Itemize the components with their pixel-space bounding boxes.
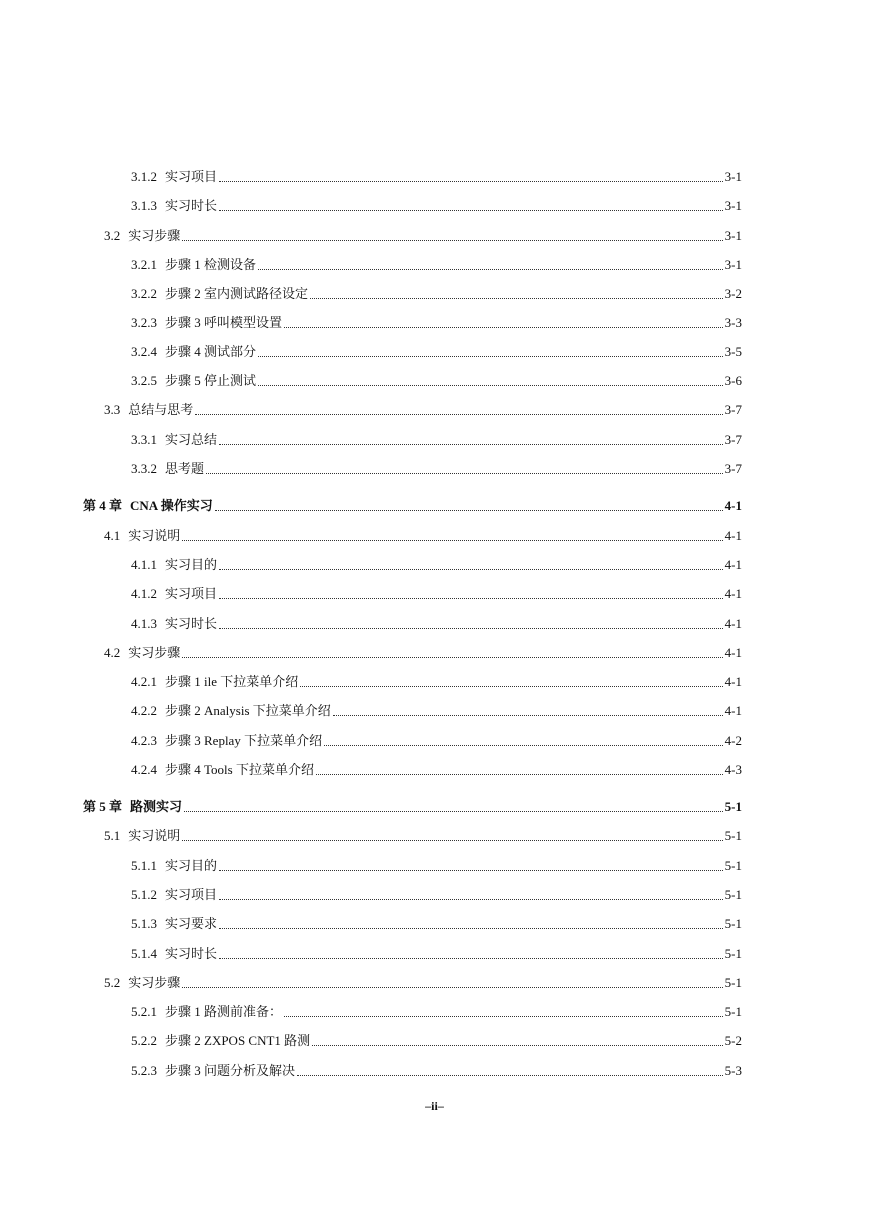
dot-leader <box>316 774 723 775</box>
toc-entry[interactable] <box>0 338 742 360</box>
toc-entry-page: 3-1 <box>724 198 742 213</box>
toc-entry-number: 3.3.2 <box>131 461 157 476</box>
toc-entry-label: 实习时长 <box>165 946 218 961</box>
toc-entry-page: 4-1 <box>724 557 742 572</box>
toc-entry[interactable] <box>0 910 742 932</box>
toc-entry-number: 3.3 <box>104 402 121 417</box>
toc-entry-number: 4.2.3 <box>131 733 157 748</box>
toc-entry-number: 3.2.4 <box>131 344 157 359</box>
dot-leader <box>300 686 722 687</box>
toc-entry-label: 步骤 1 ile 下拉菜单介绍 <box>165 674 299 689</box>
toc-entry-label: 实习步骤 <box>128 645 181 660</box>
dot-leader <box>182 657 722 658</box>
toc-entry-title <box>131 286 308 302</box>
toc-entry-title <box>131 946 217 962</box>
toc-entry[interactable] <box>0 551 742 573</box>
toc-entry-title <box>104 402 193 418</box>
toc-entry-title <box>131 432 217 448</box>
toc-entry-title <box>131 703 331 719</box>
dot-leader <box>206 473 723 474</box>
toc-entry-page: 3-7 <box>724 461 742 476</box>
dot-leader <box>184 811 723 812</box>
toc-entry[interactable] <box>0 1057 742 1079</box>
toc-entry-title <box>131 461 204 477</box>
toc-entry-label: 步骤 1 路测前准备： <box>165 1004 283 1019</box>
toc-entry-page: 3-1 <box>724 228 742 243</box>
dot-leader <box>219 569 723 570</box>
toc-entry-label: 步骤 2 室内测试路径设定 <box>165 286 309 301</box>
toc-entry-title <box>131 674 298 690</box>
toc-entry[interactable] <box>0 251 742 273</box>
toc-entry-number: 5.2 <box>104 975 121 990</box>
toc-entry-label: 步骤 3 问题分析及解决 <box>165 1063 296 1078</box>
dot-leader <box>219 899 723 900</box>
toc-entry[interactable] <box>0 852 742 874</box>
toc-entry-title <box>104 645 180 661</box>
toc-entry-page: 5-2 <box>724 1033 742 1048</box>
toc-entry-title <box>104 975 180 991</box>
toc-entry-label: 思考题 <box>165 461 205 476</box>
toc-entry[interactable] <box>0 697 742 719</box>
dot-leader <box>258 269 723 270</box>
toc-entry-label: 步骤 4 Tools 下拉菜单介绍 <box>165 762 314 777</box>
toc-entry[interactable] <box>0 396 742 418</box>
toc-entry-label: 实习项目 <box>165 586 218 601</box>
toc-entry-title <box>83 498 213 514</box>
toc-entry-number: 4.1 <box>104 528 121 543</box>
toc-entry-page: 4-1 <box>724 498 742 513</box>
toc-entry-label: 实习时长 <box>165 198 218 213</box>
toc-entry-page: 4-3 <box>724 762 742 777</box>
toc-entry-label: 实习目的 <box>165 557 218 572</box>
toc-entry-number: 第 4 章 <box>83 498 123 513</box>
toc-entry-label: 实习步骤 <box>128 228 181 243</box>
toc-entry-page: 4-1 <box>724 586 742 601</box>
toc-entry-number: 4.2.4 <box>131 762 157 777</box>
dot-leader <box>284 1016 723 1017</box>
toc-entry-number: 4.2 <box>104 645 121 660</box>
toc-entry-title <box>104 828 180 844</box>
dot-leader <box>258 385 723 386</box>
toc-entry[interactable] <box>0 668 742 690</box>
dot-leader <box>333 715 723 716</box>
toc-entry-page: 3-7 <box>724 432 742 447</box>
toc-entry-title <box>131 762 314 778</box>
toc-entry-page: 5-1 <box>724 799 742 814</box>
toc-entry-page: 3-5 <box>724 344 742 359</box>
toc-entry-number: 4.1.3 <box>131 616 157 631</box>
toc-entry-page: 5-1 <box>724 887 742 902</box>
toc-entry-number: 3.1.3 <box>131 198 157 213</box>
toc-entry[interactable] <box>0 492 742 514</box>
toc-entry[interactable] <box>0 639 742 661</box>
toc-entry-page: 5-1 <box>724 828 742 843</box>
toc-entry[interactable] <box>0 727 742 749</box>
toc-entry-number: 5.1.2 <box>131 887 157 902</box>
toc-entry-page: 5-1 <box>724 1004 742 1019</box>
toc-entry-title <box>131 344 256 360</box>
toc-entry-label: 路测实习 <box>130 799 183 814</box>
toc-entry-label: 步骤 3 呼叫模型设置 <box>165 315 283 330</box>
toc-entry-page: 3-1 <box>724 257 742 272</box>
toc-entry-title <box>131 616 217 632</box>
toc-entry-number: 3.2.3 <box>131 315 157 330</box>
toc-entry-number: 4.2.2 <box>131 703 157 718</box>
toc-entry-title <box>131 916 217 932</box>
toc-entry[interactable] <box>0 192 742 214</box>
toc-entry-label: 实习项目 <box>165 887 218 902</box>
toc-entry-title <box>131 887 217 903</box>
toc-entry[interactable] <box>0 940 742 962</box>
toc-entry-title <box>131 169 217 185</box>
dot-leader <box>182 540 722 541</box>
toc-entry-label: 总结与思考 <box>128 402 194 417</box>
toc-entry-page: 3-1 <box>724 169 742 184</box>
dot-leader <box>297 1075 723 1076</box>
dot-leader <box>258 356 723 357</box>
toc-entry[interactable] <box>0 522 742 544</box>
toc-entry-number: 4.1.2 <box>131 586 157 601</box>
toc-entry[interactable] <box>0 822 742 844</box>
toc-entry-number: 3.2.2 <box>131 286 157 301</box>
toc-entry-number: 5.1.4 <box>131 946 157 961</box>
toc-entry[interactable] <box>0 280 742 302</box>
toc-entry-title <box>131 1004 282 1020</box>
toc-entry[interactable] <box>0 998 742 1020</box>
toc-entry-title <box>131 257 256 273</box>
toc-entry-number: 3.2.1 <box>131 257 157 272</box>
toc-entry-number: 第 5 章 <box>83 799 123 814</box>
toc-entry-title <box>104 528 180 544</box>
toc-entry[interactable] <box>0 881 742 903</box>
toc-entry-number: 5.2.3 <box>131 1063 157 1078</box>
toc-entry-title <box>131 373 256 389</box>
toc-entry-number: 4.2.1 <box>131 674 157 689</box>
toc-entry[interactable] <box>0 610 742 632</box>
toc-entry-label: 实习时长 <box>165 616 218 631</box>
toc-entry-page: 5-1 <box>724 916 742 931</box>
toc-entry-number: 4.1.1 <box>131 557 157 572</box>
toc-entry-title <box>131 557 217 573</box>
toc-entry-label: 实习目的 <box>165 858 218 873</box>
toc-entry-label: 实习步骤 <box>128 975 181 990</box>
toc-entry[interactable] <box>0 455 742 477</box>
toc-entry-page: 4-2 <box>724 733 742 748</box>
dot-leader <box>219 598 723 599</box>
dot-leader <box>219 870 723 871</box>
toc-entry-title <box>83 799 182 815</box>
dot-leader <box>215 510 723 511</box>
dot-leader <box>182 840 722 841</box>
toc-entry-title <box>131 198 217 214</box>
toc-entry[interactable] <box>0 580 742 602</box>
toc-entry[interactable] <box>0 1027 742 1049</box>
toc-entry-title <box>131 858 217 874</box>
toc-entry[interactable] <box>0 756 742 778</box>
toc-entry[interactable] <box>0 969 742 991</box>
dot-leader <box>219 928 723 929</box>
toc-entry-page: 5-1 <box>724 858 742 873</box>
toc-entry-title <box>131 315 282 331</box>
toc-entry-title <box>131 1063 295 1079</box>
toc-entry-label: 步骤 1 检测设备 <box>165 257 257 272</box>
toc-entry-number: 3.1.2 <box>131 169 157 184</box>
dot-leader <box>219 210 723 211</box>
toc-entry-number: 5.1 <box>104 828 121 843</box>
toc-entry-page: 5-3 <box>724 1063 742 1078</box>
toc-entry[interactable] <box>0 309 742 331</box>
toc-entry-page: 3-7 <box>724 402 742 417</box>
toc-entry[interactable] <box>0 163 742 185</box>
toc-entry-page: 4-1 <box>724 703 742 718</box>
toc-entry-label: 实习项目 <box>165 169 218 184</box>
toc-entry[interactable] <box>0 793 742 815</box>
toc-entry-number: 3.2.5 <box>131 373 157 388</box>
toc-entry[interactable] <box>0 222 742 244</box>
dot-leader <box>219 958 723 959</box>
dot-leader <box>195 414 722 415</box>
toc-entry-label: 步骤 2 ZXPOS CNT1 路测 <box>165 1033 311 1048</box>
dot-leader <box>219 444 723 445</box>
toc-entry-number: 3.3.1 <box>131 432 157 447</box>
toc-entry-label: 步骤 5 停止测试 <box>165 373 257 388</box>
dot-leader <box>310 298 723 299</box>
toc-entry-page: 3-2 <box>724 286 742 301</box>
toc-entry-title <box>131 733 322 749</box>
toc-entry-label: 实习说明 <box>128 528 181 543</box>
toc-entry-label: 实习总结 <box>165 432 218 447</box>
toc-entry-page: 3-3 <box>724 315 742 330</box>
toc-entry-page: 4-1 <box>724 645 742 660</box>
toc-entry-page: 3-6 <box>724 373 742 388</box>
toc-entry-page: 4-1 <box>724 528 742 543</box>
toc-entry[interactable] <box>0 367 742 389</box>
toc-entry-number: 5.1.3 <box>131 916 157 931</box>
dot-leader <box>312 1045 722 1046</box>
toc-entry-title <box>131 1033 310 1049</box>
toc-entry-number: 3.2 <box>104 228 121 243</box>
toc-entry-title <box>131 586 217 602</box>
toc-entry-label: 步骤 2 Analysis 下拉菜单介绍 <box>165 703 331 718</box>
toc-entry-label: 实习要求 <box>165 916 218 931</box>
dot-leader <box>284 327 723 328</box>
toc-entry-number: 5.1.1 <box>131 858 157 873</box>
toc-entry-number: 5.2.2 <box>131 1033 157 1048</box>
toc-entry-page: 5-1 <box>724 946 742 961</box>
toc-entry-page: 5-1 <box>724 975 742 990</box>
toc-entry-label: CNA 操作实习 <box>130 498 213 513</box>
page-number: –ii– <box>425 1099 444 1113</box>
toc-entry-label: 步骤 4 测试部分 <box>165 344 257 359</box>
dot-leader <box>182 240 722 241</box>
dot-leader <box>219 628 723 629</box>
toc-entry[interactable] <box>0 426 742 448</box>
toc-entry-title <box>104 228 180 244</box>
toc-entry-page: 4-1 <box>724 674 742 689</box>
toc-entry-label: 实习说明 <box>128 828 181 843</box>
toc-entry-label: 步骤 3 Replay 下拉菜单介绍 <box>165 733 323 748</box>
toc-entry-number: 5.2.1 <box>131 1004 157 1019</box>
dot-leader <box>182 987 722 988</box>
dot-leader <box>324 745 723 746</box>
toc-entry-page: 4-1 <box>724 616 742 631</box>
dot-leader <box>219 181 723 182</box>
